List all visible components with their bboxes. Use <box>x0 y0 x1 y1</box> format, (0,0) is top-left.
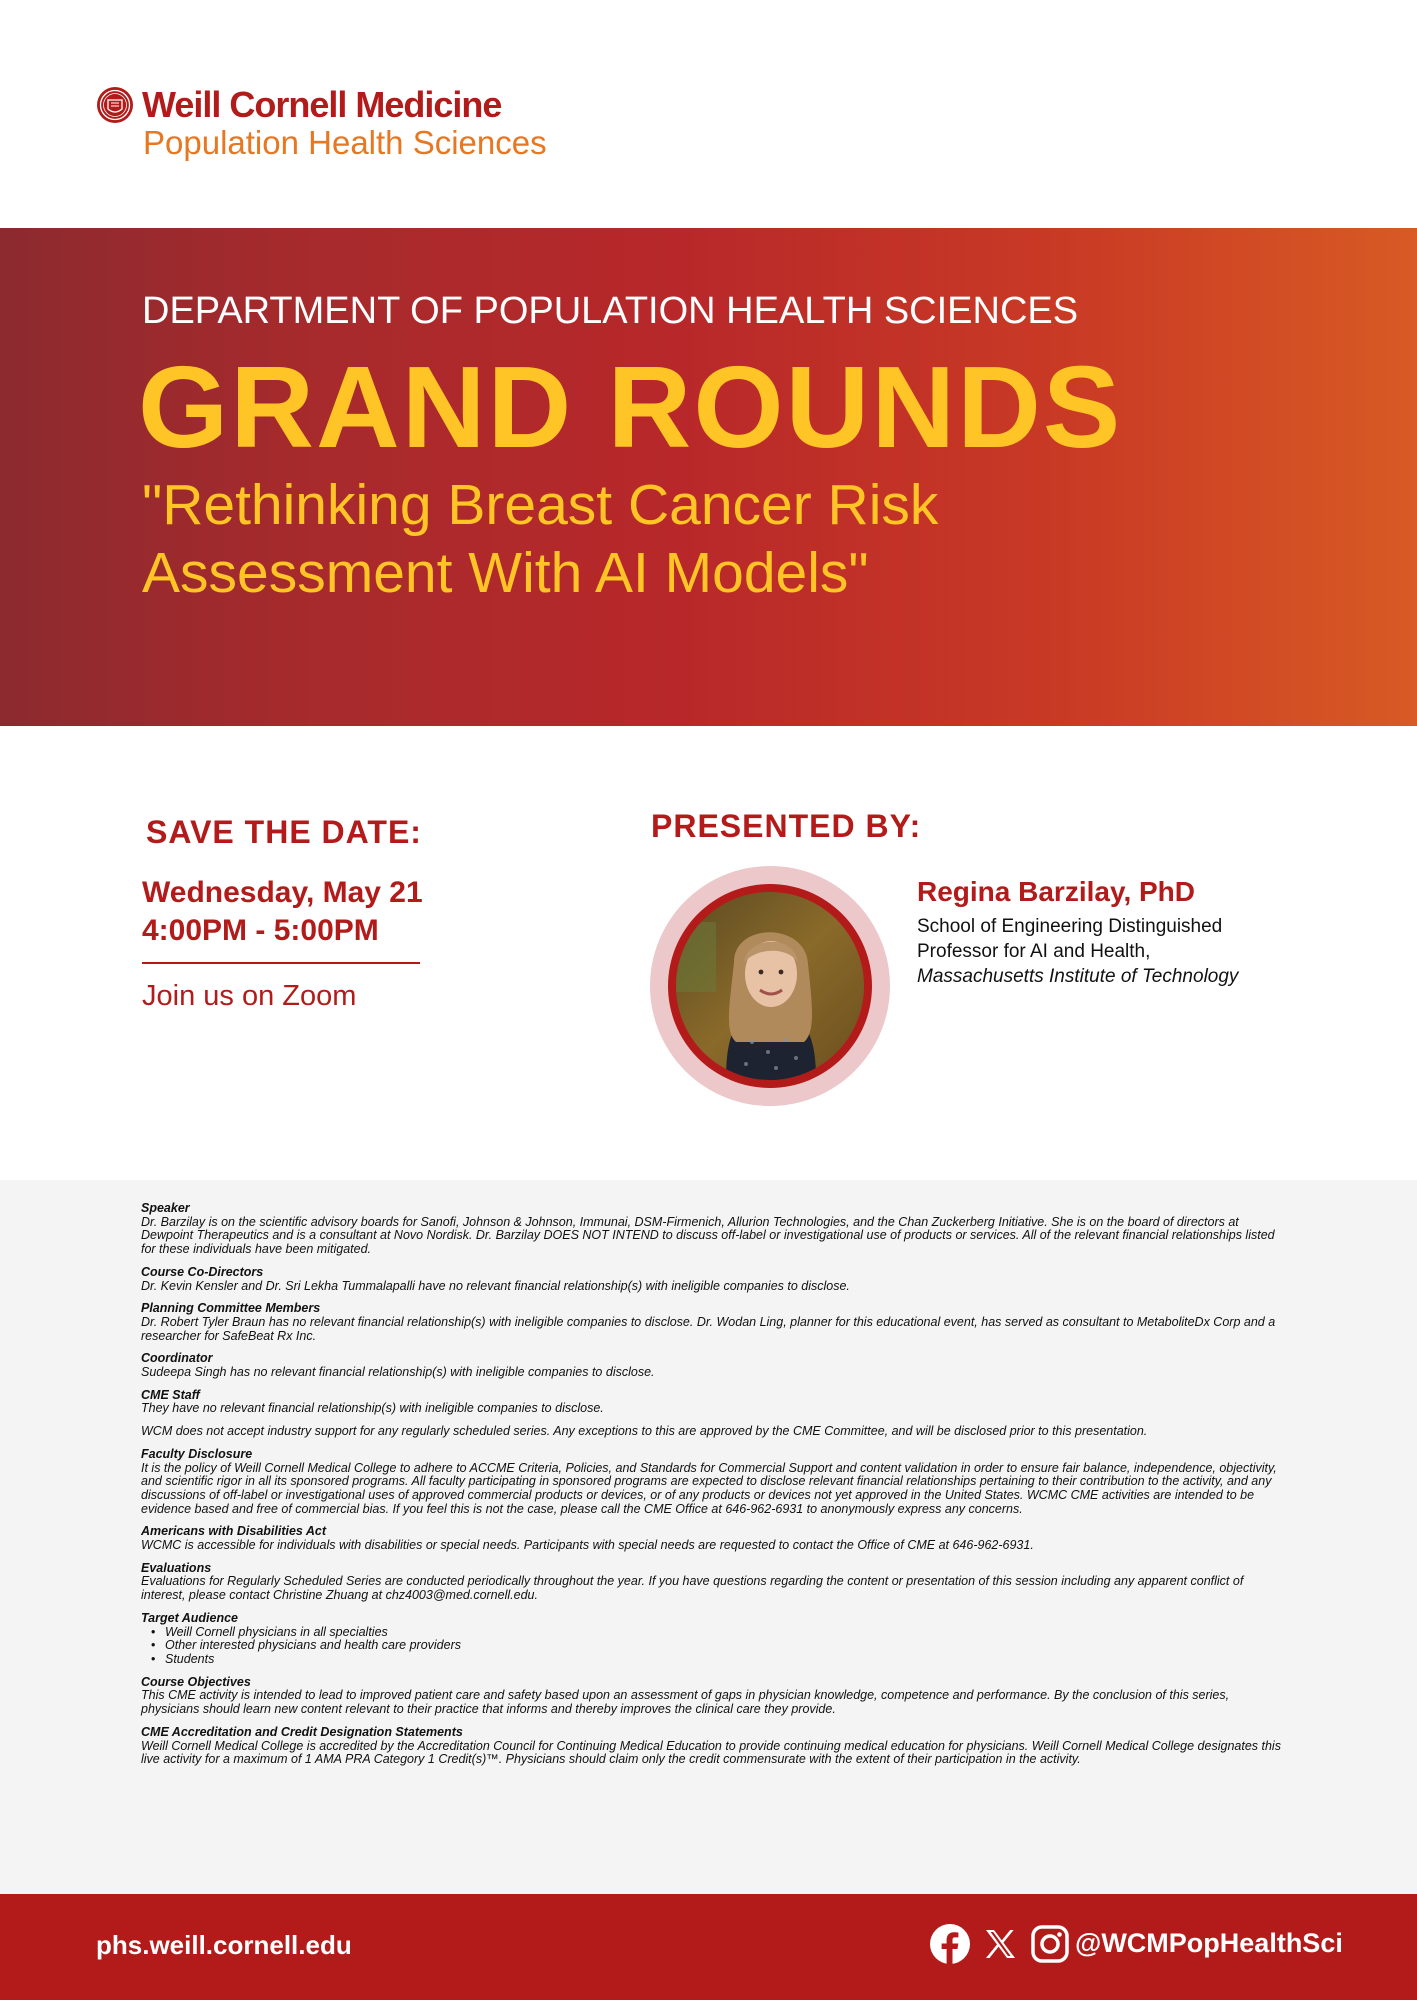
disclosure-speaker <box>141 1202 1283 1257</box>
disclosure-heading: Coordinator <box>141 1351 213 1366</box>
disclosure-planning <box>141 1302 1283 1343</box>
disclosure-body: WCM does not accept industry support for any regularly scheduled series. Any exceptions to this are approved by the CME Committee, and will be disclosed prior to this presentation. <box>141 1424 1148 1439</box>
disclosure-body: Weill Cornell Medical College is accredited by the Accreditation Council for Continuing Medical Education to provide continuing medical education for physicians. Weill Cornell Medical College designates this live activity for a maximum of 1 AMA PRA Category 1 Credit(s)™. Physicians should claim only the credit commensurate with the extent of their participation in the activity. <box>141 1738 1281 1767</box>
event-location: Join us on Zoom <box>142 980 357 1012</box>
speaker-photo-ring <box>650 866 890 1106</box>
date-divider <box>142 962 420 964</box>
disclosure-text <box>141 1202 1283 1776</box>
disclosure-heading: Planning Committee Members <box>141 1301 321 1316</box>
disclosure-body: They have no relevant financial relationship(s) with ineligible companies to disclose. <box>141 1401 604 1416</box>
disclosure-cme-staff <box>141 1389 1283 1416</box>
disclosure-heading: Target Audience <box>141 1610 239 1625</box>
logo-institution: Weill Cornell Medicine <box>142 84 502 125</box>
disclosure-heading: CME Staff <box>141 1387 200 1402</box>
speaker-title-line1: School of Engineering Distinguished <box>917 916 1223 937</box>
disclosure-body: Dr. Kevin Kensler and Dr. Sri Lekha Tummalapalli have no relevant financial relationship(s) with ineligible companies to disclose. <box>141 1278 850 1293</box>
social-handle[interactable]: @WCMPopHealthSci <box>1075 1928 1343 1958</box>
disclosure-section <box>0 1180 1417 1894</box>
presented-by-heading: PRESENTED BY: <box>651 808 922 844</box>
talk-title-line2: Assessment With AI Models" <box>142 541 869 605</box>
disclosure-body: Evaluations for Regularly Scheduled Series are conducted periodically throughout the year. If you have questions regarding the content or presentation of this session including any apparent conflict of interest, please contact Christine Zhuang at chz4003@med.cornell.edu. <box>141 1574 1244 1603</box>
disclosure-heading: Course Co-Directors <box>141 1264 264 1279</box>
disclosure-faculty <box>141 1448 1283 1517</box>
disclosure-ada <box>141 1525 1283 1552</box>
disclosure-heading: Evaluations <box>141 1560 212 1575</box>
disclosure-evaluations <box>141 1562 1283 1603</box>
speaker-title <box>917 914 1238 989</box>
disclosure-body: This CME activity is intended to lead to improved patient care and safety based upon an assessment of gaps in physician knowledge, competence and performance. By the conclusion of this series, physicians should learn new content relevant to their practice that informs and thereby improves the clinical care they provide. <box>141 1688 1230 1717</box>
disclosure-heading: Course Objectives <box>141 1674 251 1689</box>
disclosure-coordinator <box>141 1352 1283 1379</box>
speaker-photo-frame <box>668 884 872 1088</box>
disclosure-body: Dr. Robert Tyler Braun has no relevant financial relationship(s) with ineligible companies to disclose. Dr. Wodan Ling, planner for this educational event, has served as consultant to MetaboliteDx Corp and a researcher for SafeBeat Rx Inc. <box>141 1314 1276 1343</box>
list-item: • Weill Cornell physicians in all specialties <box>165 1626 1283 1640</box>
footer-bar <box>0 1894 1417 2000</box>
disclosure-target-audience <box>141 1612 1283 1667</box>
disclosure-industry-support <box>141 1425 1283 1439</box>
disclosure-heading: CME Accreditation and Credit Designation Statements <box>141 1724 463 1739</box>
disclosure-heading: Faculty Disclosure <box>141 1446 253 1461</box>
event-time: 4:00PM - 5:00PM <box>142 914 379 947</box>
banner-department: DEPARTMENT OF POPULATION HEALTH SCIENCES <box>142 290 1079 332</box>
banner-series-title: GRAND ROUNDS <box>138 342 1123 472</box>
speaker-name: Regina Barzilay, PhD <box>917 876 1196 907</box>
audience-list <box>141 1626 1283 1667</box>
logo-department: Population Health Sciences <box>143 124 547 161</box>
disclosure-body: It is the policy of Weill Cornell Medical College to adhere to ACCME Criteria, Policies, and Standards for Commercial Support and content validation in order to ensure fair balance, independence, objectivity, and scientific rigor in all its sponsored programs. All faculty participating in sponsored programs are expected to disclose relevant financial relationships pertaining to their contribution to the activity, and any discussions of off-label or investigational uses of approved commercial products or devices, or of any products or devices not yet approved in the United States. WCMC CME activities are intended to be evidence based and free of commercial bias. If you feel this is not the case, please call the CME Office at 646-962-6931 to anonymously express any concerns. <box>141 1460 1277 1516</box>
website-link[interactable]: phs.weill.cornell.edu <box>96 1930 352 1960</box>
disclosure-heading: Americans with Disabilities Act <box>141 1524 327 1539</box>
disclosure-objectives <box>141 1676 1283 1717</box>
speaker-portrait-icon <box>676 892 864 1080</box>
disclosure-body: WCMC is accessible for individuals with disabilities or special needs. Participants with special needs are requested to contact the Office of CME at 646-962-6931. <box>141 1538 1034 1553</box>
instagram-icon[interactable] <box>1028 1922 1072 1966</box>
disclosure-body: Sudeepa Singh has no relevant financial relationship(s) with ineligible companies to disclose. <box>141 1365 655 1380</box>
event-datetime <box>142 874 423 950</box>
title-banner <box>0 228 1417 726</box>
list-item: • Other interested physicians and health care providers <box>165 1639 1283 1653</box>
disclosure-heading: Speaker <box>141 1201 190 1215</box>
x-icon[interactable] <box>978 1922 1022 1966</box>
facebook-icon[interactable] <box>928 1922 972 1966</box>
speaker-institution: Massachusetts Institute of Technology <box>917 966 1239 987</box>
disclosure-codirectors <box>141 1266 1283 1293</box>
event-date: Wednesday, May 21 <box>142 876 423 909</box>
speaker-photo <box>676 892 864 1080</box>
disclosure-body: Dr. Barzilay is on the scientific advisory boards for Sanofi, Johnson & Johnson, Immunai, DSM-Firmenich, Allurion Technologies, and the Chan Zuckerberg Initiative. She is on the board of directors at Dewpoint Therapeutics and is a consultant at Novo Nordisk. Dr. Barzilay DOES NOT INTEND to discuss off-label or investigational use of products or services. All of the relevant financial relationships listed for these individuals have been mitigated. <box>141 1214 1275 1257</box>
list-item: • Students <box>165 1653 1283 1667</box>
talk-title-line1: "Rethinking Breast Cancer Risk <box>142 473 939 537</box>
talk-title <box>142 471 938 607</box>
cornell-seal-icon <box>96 86 134 124</box>
speaker-title-line2: Professor for AI and Health, <box>917 941 1151 962</box>
disclosure-accreditation <box>141 1726 1283 1767</box>
save-the-date-heading: SAVE THE DATE: <box>146 814 422 850</box>
